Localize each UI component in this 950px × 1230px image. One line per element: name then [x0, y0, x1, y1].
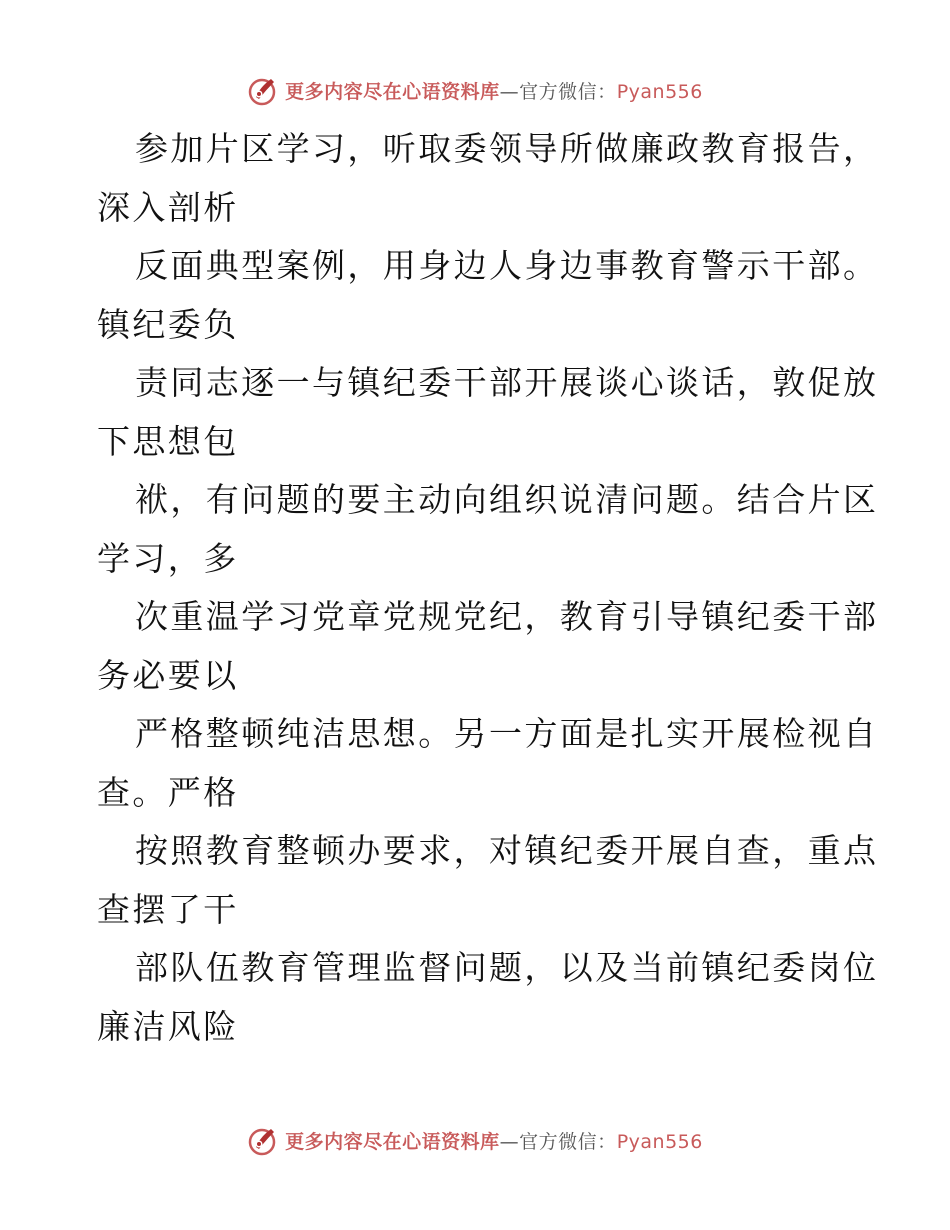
body-line: 反面典型案例，用身边人身边事教育警示干部。: [135, 246, 879, 285]
footer-banner: [0, 1120, 950, 1160]
body-line: 责同志逐一与镇纪委干部开展谈心谈话，敦促放: [135, 363, 879, 402]
body-line: 次重温学习党章党规党纪，教育引导镇纪委干部: [135, 597, 879, 636]
body-line: 参加片区学习，听取委领导所做廉政教育报告，: [135, 129, 879, 168]
banner-wechat-label: —官方微信：: [499, 80, 617, 103]
banner-site-name: 更多内容尽在心语资料库: [285, 80, 500, 103]
body-line: 深入剖析: [97, 187, 239, 227]
brush-pen-logo-icon: [247, 1123, 281, 1157]
body-line: 务必要以: [97, 655, 239, 695]
banner-wechat-id: Pyan556: [616, 80, 703, 103]
brush-pen-logo-icon: [247, 73, 281, 107]
document-body: [97, 120, 879, 1056]
body-line: 廉洁风险: [97, 1006, 239, 1046]
body-line: 袱，有问题的要主动向组织说清问题。结合片区: [135, 480, 879, 519]
body-line: 查。严格: [97, 772, 239, 812]
banner-wechat-id: Pyan556: [616, 1130, 703, 1153]
body-line: 镇纪委负: [97, 304, 239, 344]
body-line: 查摆了干: [97, 889, 239, 929]
banner-site-name: 更多内容尽在心语资料库: [285, 1130, 500, 1153]
banner-wechat-label: —官方微信：: [499, 1130, 617, 1153]
header-banner: [0, 70, 950, 110]
body-line: 严格整顿纯洁思想。另一方面是扎实开展检视自: [135, 714, 879, 753]
body-line: 按照教育整顿办要求，对镇纪委开展自查，重点: [135, 831, 879, 870]
body-line: 学习，多: [97, 538, 239, 578]
body-line: 下思想包: [97, 421, 239, 461]
body-line: 部队伍教育管理监督问题，以及当前镇纪委岗位: [135, 948, 879, 987]
